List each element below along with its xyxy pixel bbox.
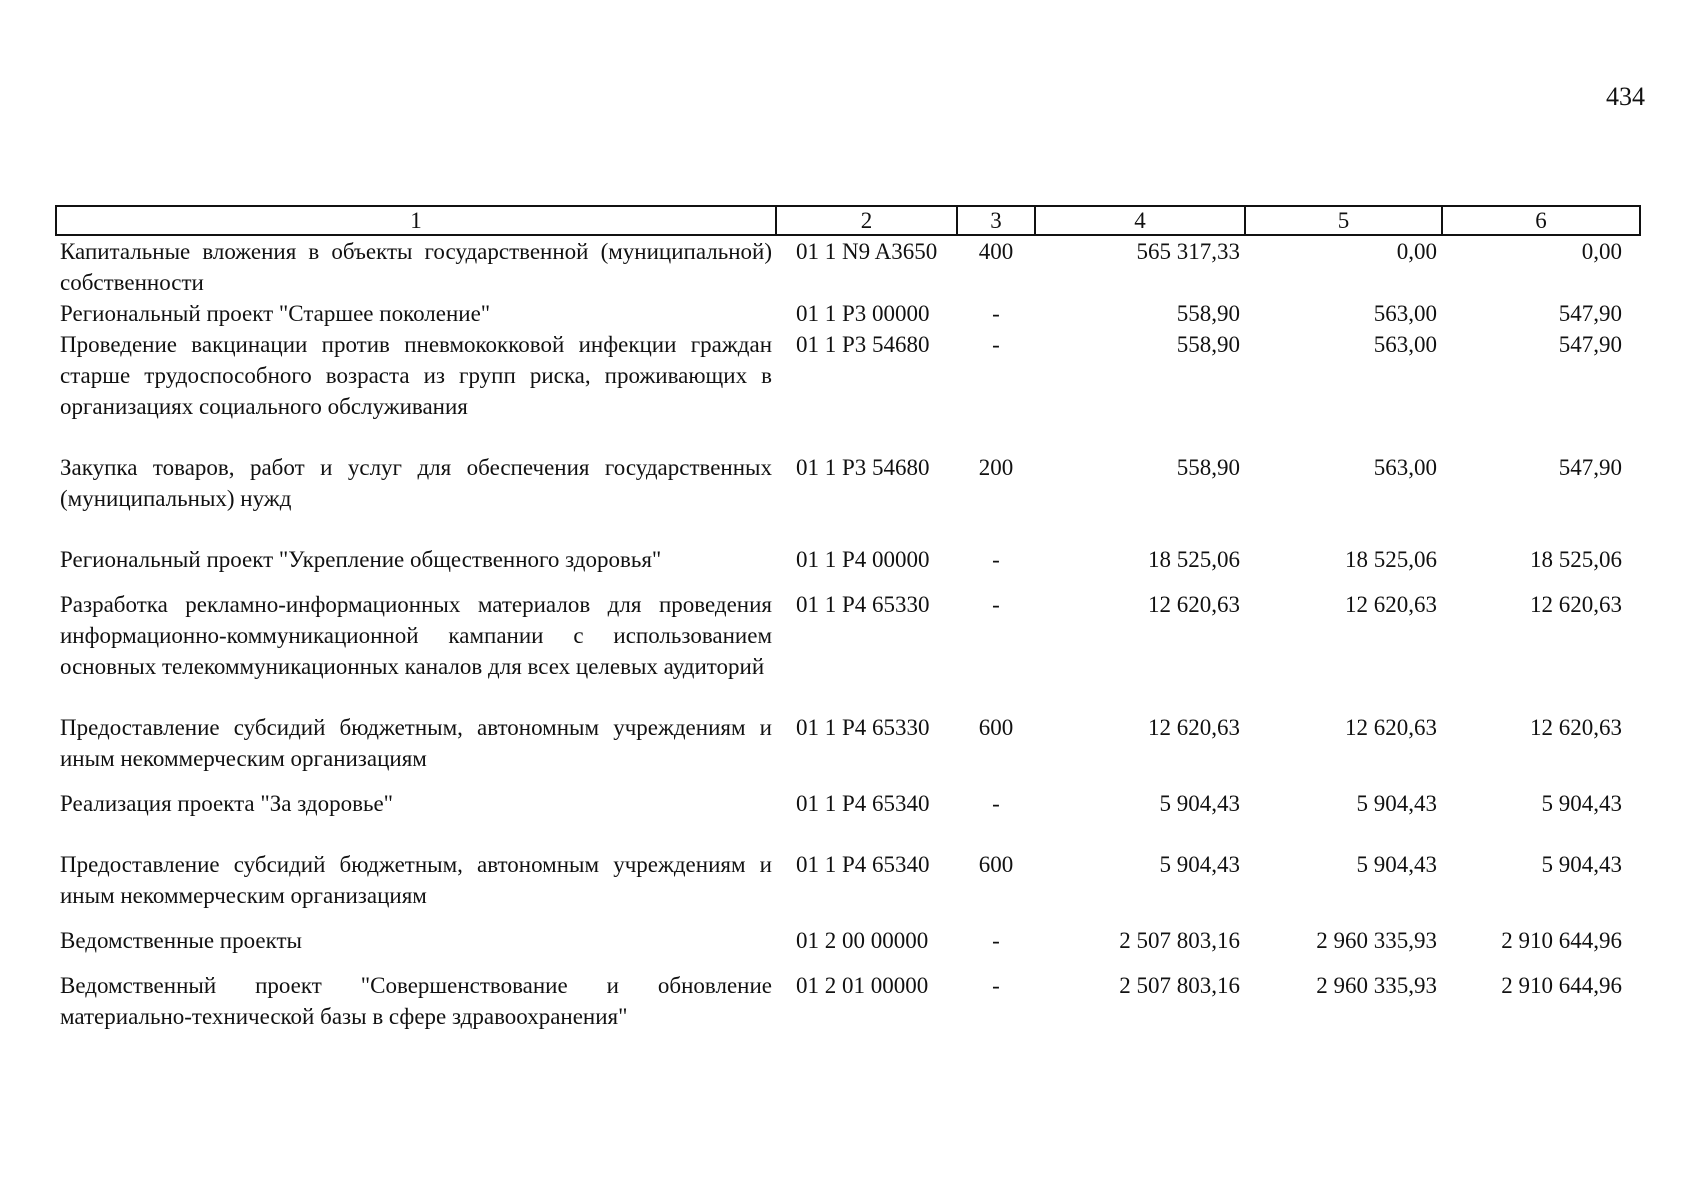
row-type: 600 xyxy=(978,715,1014,740)
row-value-5: 12 620,63 xyxy=(1345,592,1437,617)
row-value-6: 12 620,63 xyxy=(1530,715,1622,740)
page-number: 434 xyxy=(1606,82,1645,111)
table-row xyxy=(56,329,1640,452)
table-row xyxy=(56,849,1640,925)
row-value-4: 2 507 803,16 xyxy=(1119,928,1240,953)
row-code: 01 1 P3 54680 xyxy=(796,332,930,357)
column-header: 2 xyxy=(776,206,957,235)
row-value-4: 5 904,43 xyxy=(1159,852,1240,877)
row-value-4: 558,90 xyxy=(1176,332,1240,357)
row-value-5: 563,00 xyxy=(1373,301,1437,326)
row-name: Ведомственные проекты xyxy=(60,928,302,953)
row-value-4: 558,90 xyxy=(1176,301,1240,326)
budget-table xyxy=(55,205,1641,1032)
row-value-5: 12 620,63 xyxy=(1345,715,1437,740)
row-type: 400 xyxy=(978,239,1014,264)
row-type: - xyxy=(992,928,1000,953)
row-value-4: 2 507 803,16 xyxy=(1119,973,1240,998)
row-type: - xyxy=(992,592,1000,617)
row-name: Региональный проект "Укрепление общественного здоровья" xyxy=(60,547,662,572)
row-value-6: 2 910 644,96 xyxy=(1501,973,1622,998)
row-name: Разработка рекламно-информационных материалов для проведения информационно-коммуникационной кампании с использованием основных телекоммуникационных каналов для всех целевых аудиторий xyxy=(60,592,772,679)
table-row xyxy=(56,544,1640,589)
row-code: 01 2 00 00000 xyxy=(796,928,929,953)
row-type: 200 xyxy=(978,455,1014,480)
row-value-5: 563,00 xyxy=(1373,455,1437,480)
row-value-4: 558,90 xyxy=(1176,455,1240,480)
table-row xyxy=(56,925,1640,970)
column-header: 4 xyxy=(1035,206,1245,235)
row-code: 01 1 P3 00000 xyxy=(796,301,930,326)
table-row xyxy=(56,712,1640,788)
row-name: Проведение вакцинации против пневмококковой инфекции граждан старше трудоспособного возраста из групп риска, проживающих в организациях социального обслуживания xyxy=(60,332,772,419)
row-value-6: 12 620,63 xyxy=(1530,592,1622,617)
table-header-row xyxy=(56,206,1640,235)
row-value-6: 547,90 xyxy=(1558,332,1622,357)
row-type: - xyxy=(992,332,1000,357)
row-type: - xyxy=(992,973,1000,998)
row-value-6: 5 904,43 xyxy=(1541,852,1622,877)
table-row xyxy=(56,589,1640,712)
row-value-4: 12 620,63 xyxy=(1148,592,1240,617)
table-row xyxy=(56,235,1640,298)
row-name: Реализация проекта "За здоровье" xyxy=(60,791,394,816)
row-name: Предоставление субсидий бюджетным, автономным учреждениям и иным некоммерческим организациям xyxy=(60,852,772,908)
row-code: 01 1 P4 65330 xyxy=(796,592,930,617)
row-code: 01 1 P4 00000 xyxy=(796,547,930,572)
row-value-5: 2 960 335,93 xyxy=(1316,973,1437,998)
row-value-5: 563,00 xyxy=(1373,332,1437,357)
row-value-5: 5 904,43 xyxy=(1356,852,1437,877)
row-name: Закупка товаров, работ и услуг для обеспечения государственных (муниципальных) нужд xyxy=(60,455,772,511)
table-row xyxy=(56,452,1640,544)
row-type: - xyxy=(992,791,1000,816)
column-header: 1 xyxy=(56,206,776,235)
column-header: 3 xyxy=(957,206,1035,235)
row-value-6: 547,90 xyxy=(1558,455,1622,480)
row-type: - xyxy=(992,547,1000,572)
row-code: 01 1 P3 54680 xyxy=(796,455,930,480)
row-type: 600 xyxy=(978,852,1014,877)
row-value-6: 18 525,06 xyxy=(1530,547,1622,572)
row-code: 01 1 P4 65330 xyxy=(796,715,930,740)
row-code: 01 1 P4 65340 xyxy=(796,791,930,816)
row-value-6: 5 904,43 xyxy=(1541,791,1622,816)
row-value-5: 18 525,06 xyxy=(1345,547,1437,572)
row-name: Капитальные вложения в объекты государственной (муниципальной) собственности xyxy=(60,239,772,295)
row-code: 01 1 P4 65340 xyxy=(796,852,930,877)
row-value-4: 5 904,43 xyxy=(1159,791,1240,816)
row-value-4: 18 525,06 xyxy=(1148,547,1240,572)
row-name: Предоставление субсидий бюджетным, автономным учреждениям и иным некоммерческим организациям xyxy=(60,715,772,771)
table-row xyxy=(56,298,1640,329)
row-name: Региональный проект "Старшее поколение" xyxy=(60,301,491,326)
row-value-4: 12 620,63 xyxy=(1148,715,1240,740)
row-value-6: 2 910 644,96 xyxy=(1501,928,1622,953)
row-name: Ведомственный проект "Совершенствование и обновление материально-технической базы в сфере здравоохранения" xyxy=(60,973,772,1029)
row-value-6: 547,90 xyxy=(1558,301,1622,326)
column-header: 6 xyxy=(1442,206,1640,235)
row-value-5: 2 960 335,93 xyxy=(1316,928,1437,953)
row-type: - xyxy=(992,301,1000,326)
row-code: 01 2 01 00000 xyxy=(796,973,929,998)
row-value-6: 0,00 xyxy=(1581,239,1622,264)
row-value-5: 0,00 xyxy=(1396,239,1437,264)
row-value-5: 5 904,43 xyxy=(1356,791,1437,816)
column-header: 5 xyxy=(1245,206,1442,235)
table-row xyxy=(56,788,1640,849)
row-code: 01 1 N9 A3650 xyxy=(796,239,938,264)
table-row xyxy=(56,970,1640,1032)
row-value-4: 565 317,33 xyxy=(1136,239,1240,264)
